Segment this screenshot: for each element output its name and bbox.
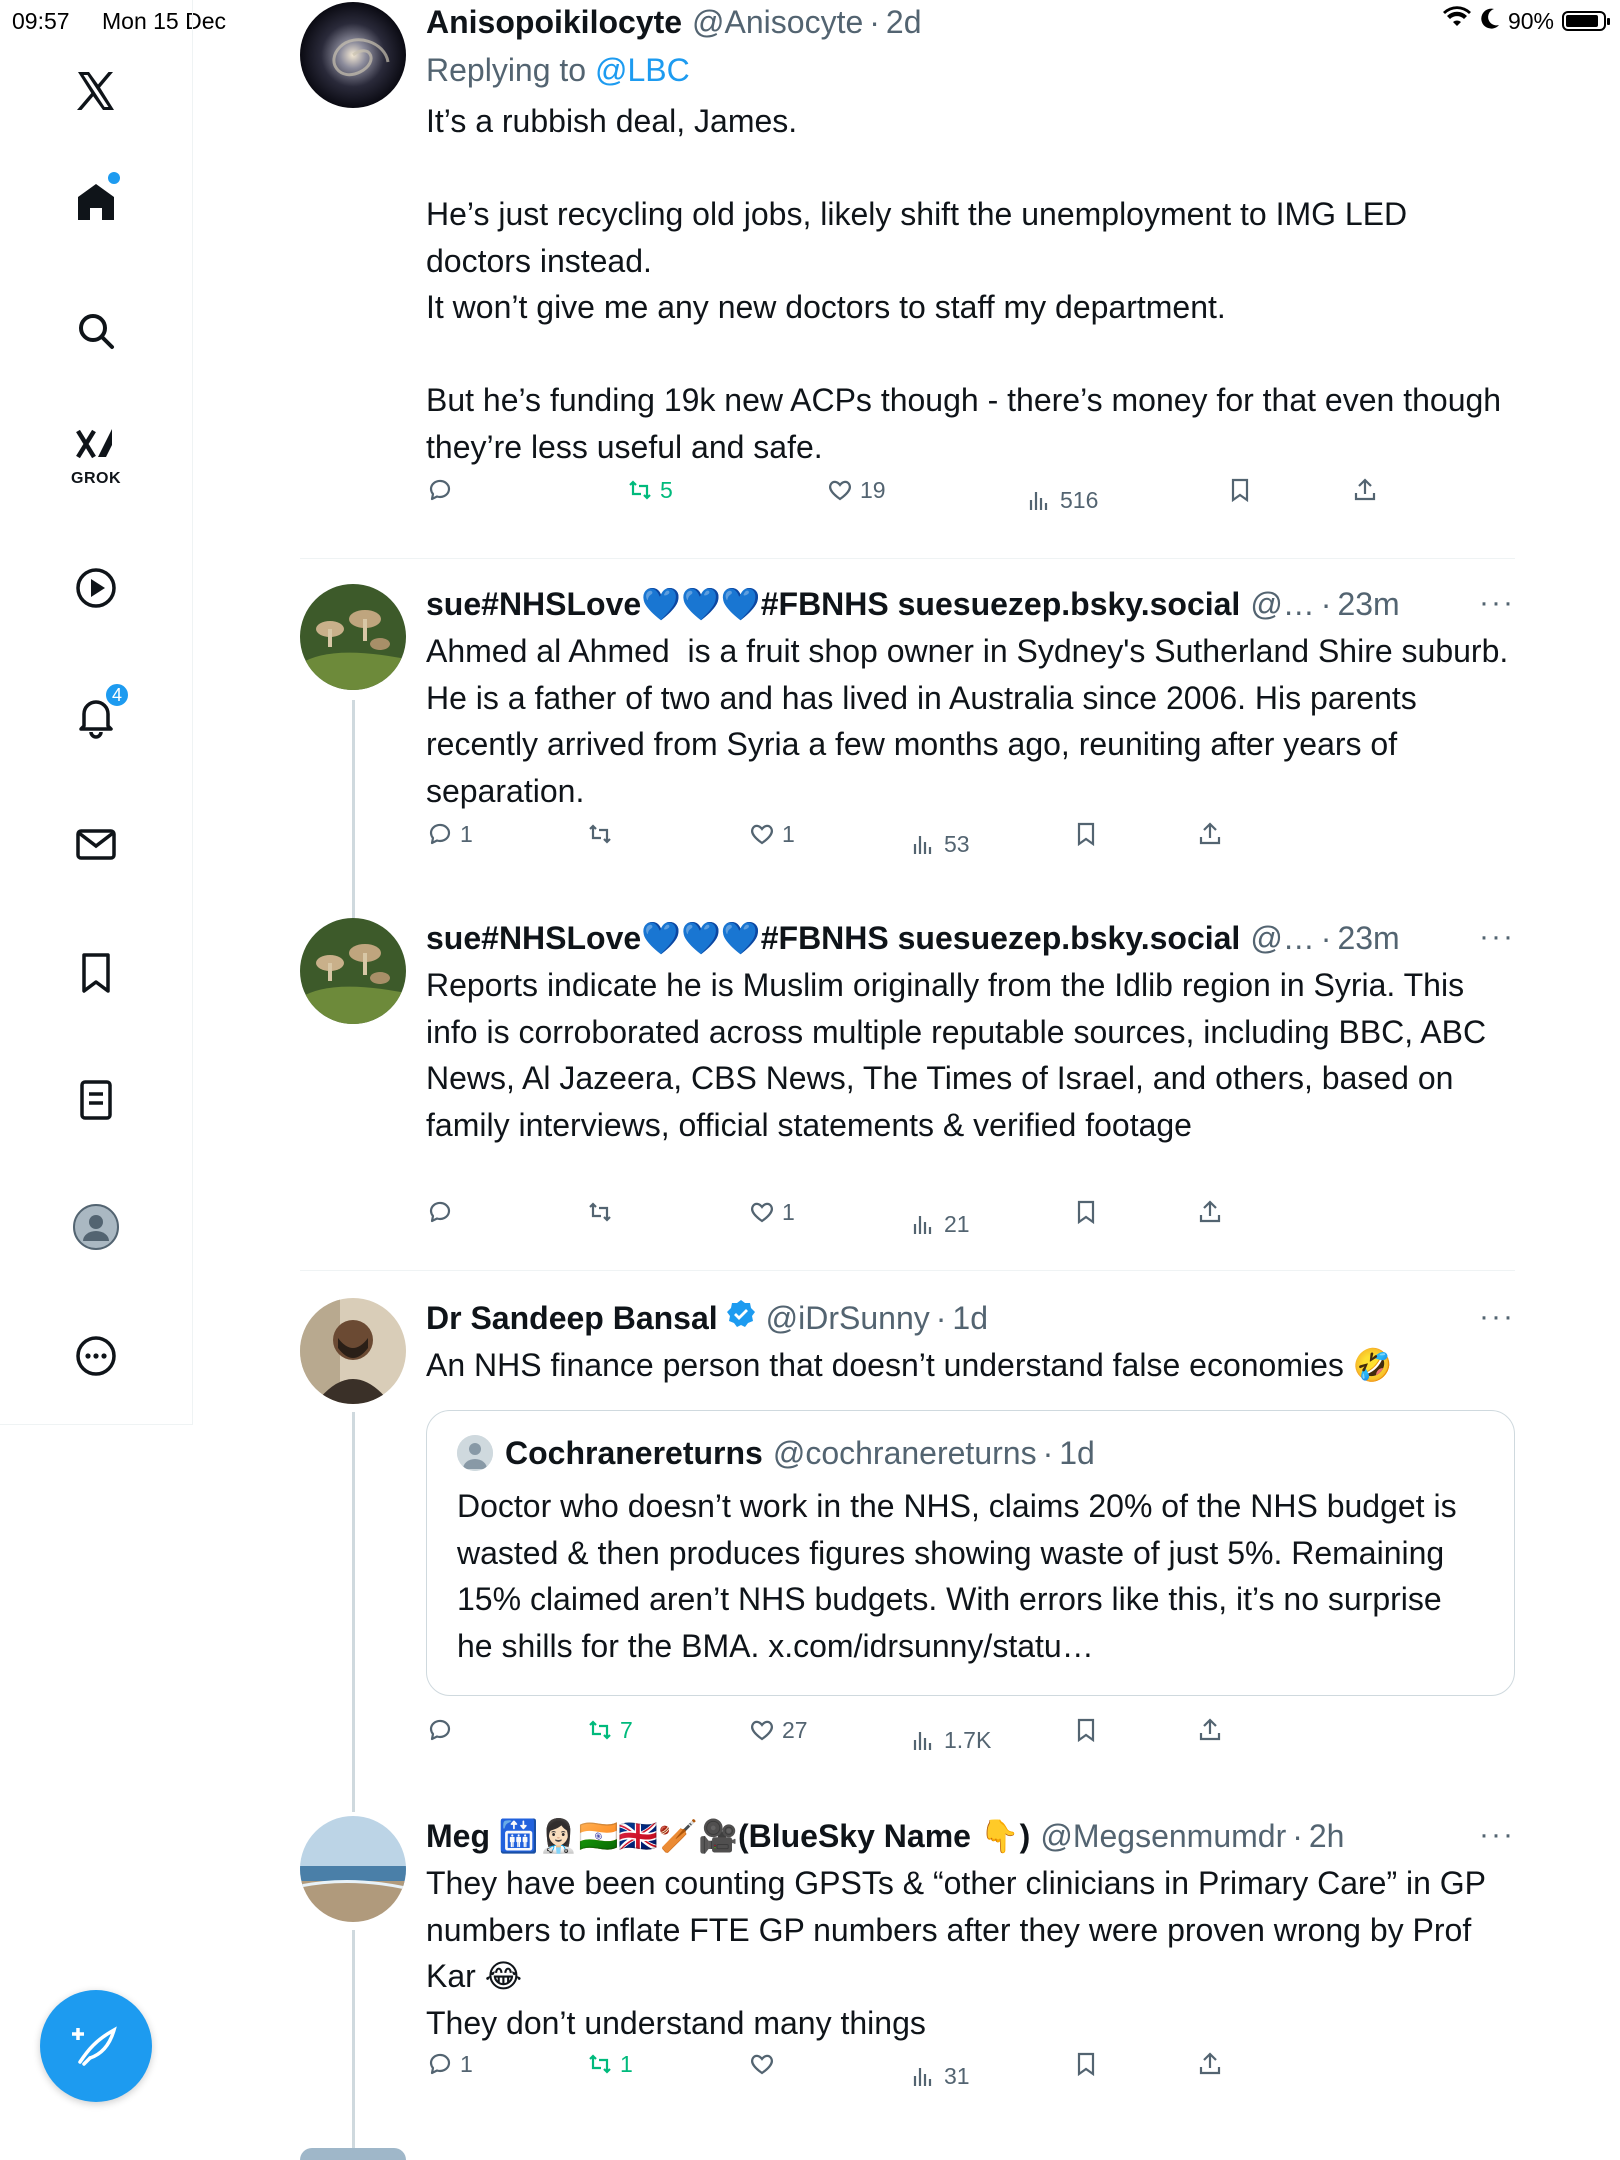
- repost-icon: [586, 1198, 614, 1226]
- messages-icon[interactable]: [60, 808, 132, 880]
- reply-button[interactable]: [426, 1716, 460, 1744]
- views-button[interactable]: 21: [910, 1210, 970, 1238]
- repost-icon: [586, 820, 614, 848]
- reply-icon: [426, 476, 454, 504]
- reply-icon: [426, 2050, 454, 2078]
- bookmark-icon: [1072, 1716, 1100, 1744]
- author-name[interactable]: Meg 🛗👩🏻‍⚕️🇮🇳🇬🇧🏏🎥(BlueSky Name 👇): [426, 1818, 1031, 1854]
- share-button[interactable]: [1196, 1198, 1224, 1226]
- share-button[interactable]: [1351, 476, 1379, 504]
- home-icon[interactable]: [60, 166, 132, 238]
- like-button[interactable]: 1: [748, 1198, 795, 1226]
- avatar[interactable]: [300, 1816, 406, 1922]
- video-icon[interactable]: [60, 552, 132, 624]
- thread-line: [352, 1412, 355, 1812]
- repost-icon: [586, 2050, 614, 2078]
- repost-button[interactable]: [586, 820, 620, 848]
- bookmark-button[interactable]: [1226, 476, 1254, 504]
- compose-post-button[interactable]: [40, 1990, 152, 2102]
- heart-icon: [748, 1716, 776, 1744]
- share-icon: [1351, 476, 1379, 504]
- post-time[interactable]: 1d: [952, 1300, 988, 1336]
- more-options-icon[interactable]: ···: [1479, 586, 1515, 619]
- share-button[interactable]: [1196, 820, 1224, 848]
- author-name[interactable]: Anisopoikilocyte: [426, 4, 683, 40]
- replying-to: [426, 50, 1515, 90]
- divider: [300, 1270, 1515, 1271]
- heart-icon: [826, 476, 854, 504]
- more-options-icon[interactable]: [60, 1320, 132, 1392]
- repost-icon: [626, 476, 654, 504]
- author-name[interactable]: Dr Sandeep Bansal: [426, 1300, 718, 1336]
- notifications-icon[interactable]: [60, 680, 132, 752]
- bookmark-button[interactable]: [1072, 1198, 1100, 1226]
- sidebar: [0, 0, 193, 1425]
- avatar[interactable]: [300, 2, 406, 108]
- views-icon: [910, 830, 938, 858]
- author-handle[interactable]: @…: [1250, 586, 1315, 622]
- notification-count-badge: 4: [104, 682, 130, 708]
- author-name[interactable]: sue#NHSLove💙💙💙#FBNHS suesuezep.bsky.social: [426, 920, 1241, 956]
- views-button[interactable]: 31: [910, 2062, 970, 2090]
- status-time: 09:57: [12, 8, 70, 34]
- post-time[interactable]: 2d: [885, 4, 922, 40]
- reply-button[interactable]: [426, 476, 460, 504]
- author-handle[interactable]: @Anisocyte: [692, 4, 864, 40]
- bookmark-icon: [1072, 2050, 1100, 2078]
- status-date: Mon 15 Dec: [102, 8, 227, 34]
- avatar[interactable]: [300, 2148, 406, 2160]
- grok-label: GROK: [71, 470, 121, 487]
- heart-icon: [748, 820, 776, 848]
- tweet-text: Ahmed al Ahmed is a fruit shop owner in Sydney's Sutherland Shire suburb. He is a father of two and has lived in Australia since 2006. His parents recently arrived from Syria a few months ago, reuniting after years of separation.: [426, 633, 1518, 809]
- tweet-text: Reports indicate he is Muslim originally from the Idlib region in Syria. This info is corroborated across multiple reputable sources, including BBC, ABC News, Al Jazeera, CBS News, The Times of Israel, and others, based on family interviews, official statements & verified footage: [426, 967, 1495, 1143]
- heart-icon: [748, 2050, 776, 2078]
- post-time[interactable]: 2h: [1308, 1818, 1345, 1854]
- views-icon: [910, 1210, 938, 1238]
- bookmark-icon: [1072, 1198, 1100, 1226]
- views-button[interactable]: 516: [1026, 486, 1098, 514]
- repost-button[interactable]: 7: [586, 1716, 633, 1744]
- replying-to-label: Replying to: [426, 52, 595, 88]
- bookmark-button[interactable]: [1072, 2050, 1100, 2078]
- battery-icon: [1562, 11, 1606, 31]
- x-logo-icon[interactable]: [60, 55, 132, 127]
- quote-post-time[interactable]: 1d: [1059, 1435, 1095, 1471]
- views-icon: [910, 1726, 938, 1754]
- replying-to-handle[interactable]: @LBC: [594, 52, 690, 88]
- like-button[interactable]: 19: [826, 476, 886, 504]
- post-time[interactable]: 23m: [1337, 586, 1400, 622]
- battery-percent: 90%: [1507, 7, 1554, 34]
- reply-button[interactable]: 1: [426, 820, 473, 848]
- author-handle[interactable]: @…: [1250, 920, 1315, 956]
- like-button[interactable]: 1: [748, 820, 795, 848]
- compose-feather-icon: [70, 2020, 122, 2072]
- avatar[interactable]: [300, 584, 406, 690]
- quote-text: Doctor who doesn’t work in the NHS, claims 20% of the NHS budget is wasted & then produces figures showing waste of just 5%. Remaining 15% claimed aren’t NHS budgets. With errors like this, it’s no surprise he shills for the BMA. x.com/idrsunny/statu…: [457, 1488, 1466, 1664]
- tweet-text: They have been counting GPSTs & “other clinicians in Primary Care” in GP numbers to inflate FTE GP numbers after they were proven wrong by Prof Kar 😂 They don’t understand many things: [426, 1865, 1486, 2041]
- views-button[interactable]: 1.7K: [910, 1726, 991, 1754]
- repost-button[interactable]: [586, 1198, 620, 1226]
- quote-author-handle[interactable]: @cochranereturns: [772, 1435, 1037, 1471]
- lists-icon[interactable]: [60, 1064, 132, 1136]
- verified-badge-icon: [726, 1299, 756, 1329]
- reply-icon: [426, 820, 454, 848]
- home-unread-dot: [108, 172, 120, 184]
- repost-icon: [586, 1716, 614, 1744]
- bookmark-button[interactable]: [1072, 1716, 1100, 1744]
- author-handle[interactable]: @iDrSunny: [765, 1300, 930, 1336]
- avatar[interactable]: [300, 1298, 406, 1404]
- thread-line: [352, 1930, 355, 2160]
- tweet-text: It’s a rubbish deal, James. He’s just recycling old jobs, likely shift the unemployment to IMG LED doctors instead. It won’t give me any new doctors to staff my department. But he’s funding 19k new ACPs though - there’s money for that even though they’re less useful and safe.: [426, 103, 1502, 465]
- bookmark-button[interactable]: [1072, 820, 1100, 848]
- share-button[interactable]: [1196, 1716, 1224, 1744]
- share-button[interactable]: [1196, 2050, 1224, 2078]
- author-name[interactable]: sue#NHSLove💙💙💙#FBNHS suesuezep.bsky.social: [426, 586, 1241, 622]
- bookmarks-icon[interactable]: [60, 937, 132, 1009]
- grok-icon[interactable]: [60, 418, 132, 490]
- reply-icon: [426, 1716, 454, 1744]
- like-button[interactable]: 27: [748, 1716, 808, 1744]
- more-options-icon[interactable]: ···: [1479, 920, 1515, 953]
- repost-button[interactable]: 5: [626, 476, 673, 504]
- quote-author-name[interactable]: Cochranereturns: [505, 1435, 763, 1471]
- more-options-icon[interactable]: ···: [1479, 1818, 1515, 1851]
- reply-button[interactable]: 1: [426, 2050, 473, 2078]
- share-icon: [1196, 820, 1224, 848]
- more-options-icon[interactable]: ···: [1479, 1300, 1515, 1333]
- views-button[interactable]: 53: [910, 830, 970, 858]
- author-handle[interactable]: @Megsenmumdr: [1040, 1818, 1287, 1854]
- reply-icon: [426, 1198, 454, 1226]
- share-icon: [1196, 2050, 1224, 2078]
- post-time[interactable]: 23m: [1337, 920, 1400, 956]
- views-icon: [1026, 486, 1054, 514]
- like-button[interactable]: [748, 2050, 782, 2078]
- quoted-tweet[interactable]: Cochranereturns @cochranereturns · 1d Doctor who doesn’t work in the NHS, claims 20% of the NHS budget is wasted & then produces figures showing waste of just 5%. Remaining 15% claimed aren’t NHS budgets. With errors like this, it’s no surprise he shills for the BMA. x.com/idrsunny/statu…: [426, 1410, 1515, 1696]
- share-icon: [1196, 1716, 1224, 1744]
- profile-icon[interactable]: [60, 1191, 132, 1263]
- divider: [300, 558, 1515, 559]
- tweet-text: An NHS finance person that doesn’t understand false economies 🤣: [426, 1347, 1393, 1383]
- bookmark-icon: [1072, 820, 1100, 848]
- thread-line: [352, 700, 355, 918]
- repost-button[interactable]: 1: [586, 2050, 633, 2078]
- reply-button[interactable]: [426, 1198, 460, 1226]
- bookmark-icon: [1226, 476, 1254, 504]
- share-icon: [1196, 1198, 1224, 1226]
- views-icon: [910, 2062, 938, 2090]
- quote-avatar[interactable]: [457, 1435, 493, 1471]
- avatar[interactable]: [300, 918, 406, 1024]
- heart-icon: [748, 1198, 776, 1226]
- search-icon[interactable]: [60, 295, 132, 367]
